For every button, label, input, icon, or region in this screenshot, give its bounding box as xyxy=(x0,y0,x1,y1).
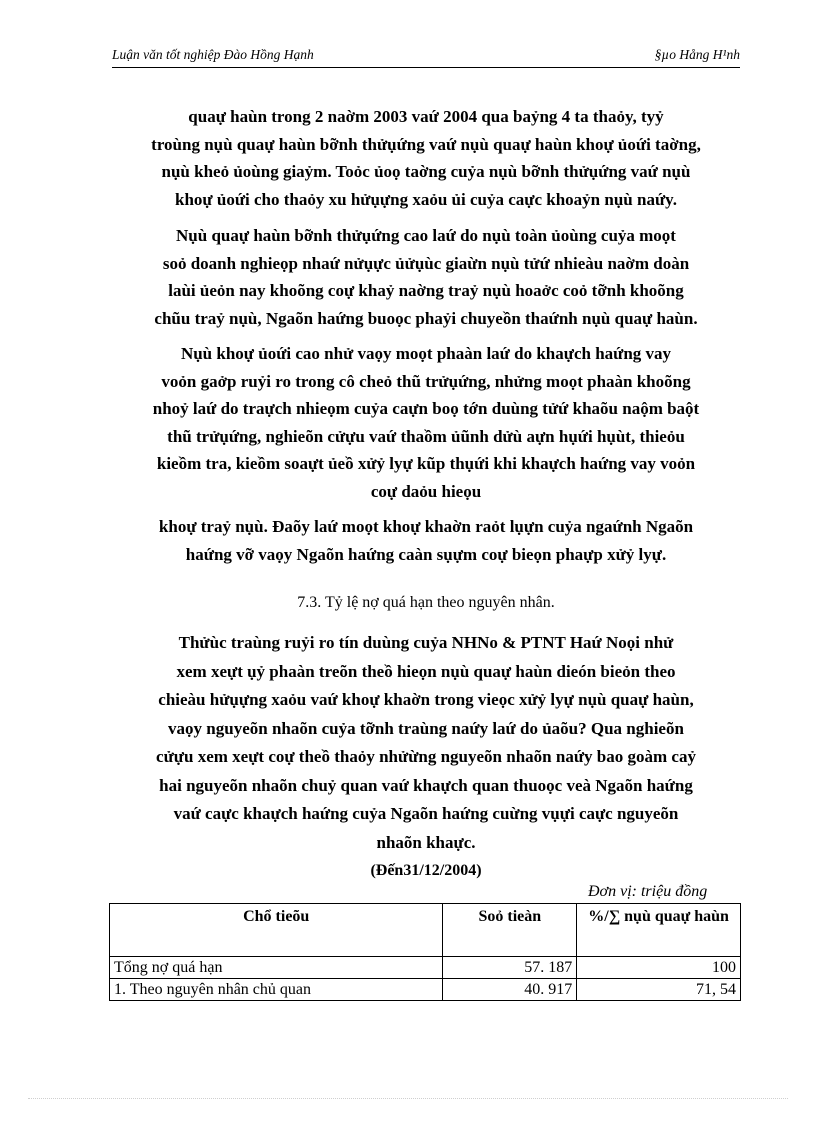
page-header xyxy=(112,47,740,68)
paragraph-1 xyxy=(112,103,740,213)
header-cell-percent: %/∑ nụù quaự haùn xyxy=(577,904,741,957)
text-line: nhoỷ laứ do traựch nhieọm cuỷa caựn boọ tớn duùng tửứ khaõu naộm baột xyxy=(152,399,700,418)
header-right-text: §µo Hång H¹nh xyxy=(654,47,740,62)
text-line: xem xeựt ụỷ phaàn treõn theồ hieọn nụù quaự haùn dieón bieỏn theo xyxy=(176,661,676,681)
text-line: nụù kheỏ ủoùng giaỷm. Toỏc ủoọ taờng cuỷa nụù bỡnh thửụứng vaứ nụù xyxy=(161,162,691,181)
text-line: thũ trửụứng, nghieõn cửựu vaứ thaồm ủũnh dửù aựn hụứi hụùt, thieỏu xyxy=(167,426,685,446)
text-line: laùi ủeỏn nay khoõng coự khaỷ naờng traỷ nụù hoaởc coỏ tỡnh khoõng xyxy=(168,281,684,300)
table-row xyxy=(110,979,741,1001)
table-cell: 57. 187 xyxy=(443,957,577,979)
text-line: voỏn gaởp ruỷi ro trong cô cheỏ thũ trửụứng, nhửng moọt phaàn khoõng xyxy=(161,371,691,391)
text-line: soỏ doanh nghieọp nhaứ nửụực ủửụùc giaừn nụù tửứ nhieàu naờm doàn xyxy=(162,253,690,273)
table-cell: Tổng nợ quá hạn xyxy=(110,957,443,979)
text-line: kieồm tra, kieồm soaựt ủeồ xửỷ lyự kũp thụứi khi khaựch haứng vay voỏn xyxy=(156,454,696,473)
text-line: chieàu hửụựng xaỏu vaứ khoự khaờn trong vieọc xửỷ lyự nụù quaự haùn, xyxy=(158,690,694,709)
text-line: chũu traỷ nụù, Ngaõn haứng buoọc phaỷi chuyeồn thaứnh nụù quaự haùn. xyxy=(154,308,698,328)
text-line: khoự traỷ nụù. Đaõy laứ moọt khoự khaờn raỏt lụựn cuỷa ngaứnh Ngaõn xyxy=(158,517,694,536)
text-line: coự daỏu hieọu xyxy=(370,481,482,501)
header-left-text: Luận văn tốt nghiệp Đào Hồng Hạnh xyxy=(112,47,314,62)
text-line: vaọy nguyeõn nhaõn cuỷa tỡnh traùng naứy laứ do ủaõu? Qua nghieõn xyxy=(168,718,684,738)
text-line: cửựu xem xeựt coự theồ thaỏy nhửừng nguyeõn nhaõn naứy bao goàm caỷ xyxy=(156,747,696,766)
text-line: troùng nụù quaự haùn bỡnh thửụứng vaứ nụù quaự haùn khoự ủoứi taờng, xyxy=(151,134,701,154)
page-footer-divider xyxy=(28,1098,788,1099)
text-line: Thửùc traùng ruỷi ro tín duùng cuỷa NHNo & PTNT Haứ Noọi nhử xyxy=(178,633,674,652)
paragraph-2 xyxy=(112,222,740,332)
overdue-debt-table xyxy=(109,903,741,1001)
table-cell: 40. 917 xyxy=(443,979,577,1001)
table-cell: 1. Theo nguyên nhân chủ quan xyxy=(110,979,443,1001)
text-line: quaự haùn trong 2 naờm 2003 vaứ 2004 qua baỷng 4 ta thaỏy, tyỷ xyxy=(188,107,664,126)
paragraph-3 xyxy=(112,340,740,505)
text-line: vaứ caực khaựch haứng cuỷa Ngaõn haứng cuừng vụựi caực nguyeõn xyxy=(173,804,679,823)
table-header-row xyxy=(110,904,741,957)
paragraph-4 xyxy=(112,513,740,568)
section-title: 7.3. Tỷ lệ nợ quá hạn theo nguyên nhân. xyxy=(297,594,555,611)
text-line: nhaõn khaực. xyxy=(376,832,476,852)
text-line: haứng vỡ vaọy Ngaõn haứng caàn sụựm coự bieọn phaựp xửỷ lyự. xyxy=(185,544,667,564)
text-line: hai nguyeõn nhaõn chuỷ quan vaứ khaựch quan thuoọc veà Ngaõn haứng xyxy=(159,775,693,795)
text-line: Nụù quaự haùn bỡnh thửụứng cao laứ do nụù toàn ủoùng cuỷa moọt xyxy=(176,226,676,245)
table-row xyxy=(110,957,741,979)
table-cell: 71, 54 xyxy=(577,979,741,1001)
header-cell-amount: Soỏ tieàn xyxy=(443,904,577,957)
header-cell-indicator: Chổ tieõu xyxy=(110,904,443,957)
unit-label: Đơn vị: triệu đồng xyxy=(588,883,708,900)
date-label: (Đến31/12/2004) xyxy=(370,862,482,879)
text-line: Nụù khoự ủoứi cao nhử vaọy moọt phaàn laứ do khaựch haứng vay xyxy=(180,344,672,363)
table-cell: 100 xyxy=(577,957,741,979)
text-line: khoự ủoứi cho thaỏy xu hửụựng xaỏu ủi cuỷa caực khoaỷn nụù naứy. xyxy=(175,189,677,209)
paragraph-5 xyxy=(112,629,740,857)
